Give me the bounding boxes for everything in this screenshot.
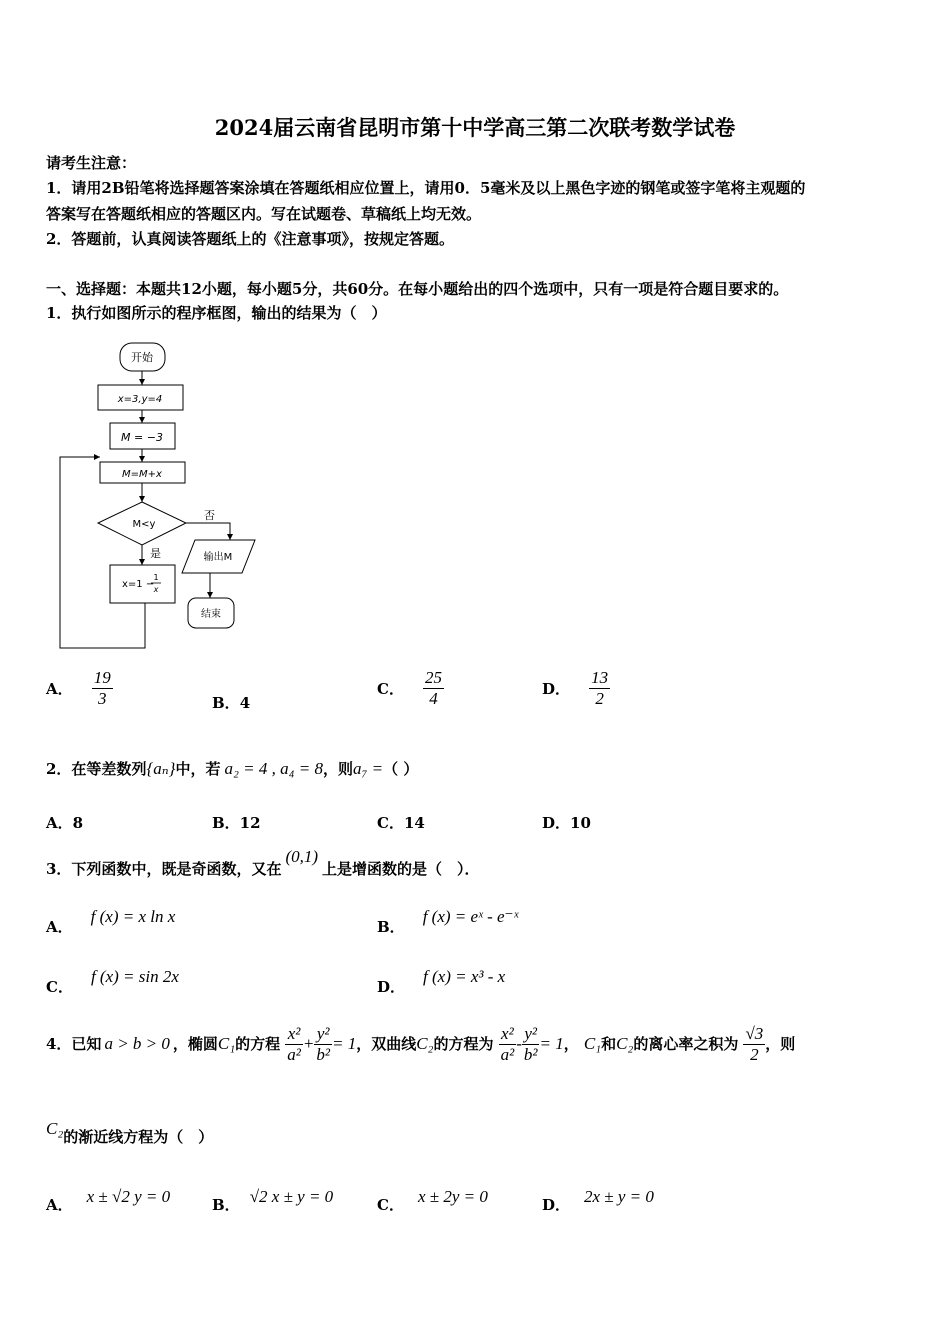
notice-line-3: 2．答题前，认真阅读答题纸上的《注意事项》，按规定答题。	[46, 230, 454, 248]
notice-line-2: 答案写在答题纸相应的答题区内。写在试题卷、草稿纸上均无效。	[46, 205, 482, 223]
question-4-stem-cont: C₂的渐近线方程为（ ）	[46, 1119, 214, 1146]
flow-m-init-label: M = −3	[121, 431, 163, 444]
flow-output-label: 输出M	[203, 552, 233, 563]
q2-option-c[interactable]: C．14	[377, 814, 425, 832]
q4-option-b[interactable]: B． √2 x ± y = 0	[212, 1187, 334, 1214]
flow-yes-label: 是	[150, 547, 161, 560]
q4-option-d[interactable]: D． 2x ± y = 0	[542, 1187, 654, 1214]
page-title: 2024届云南省昆明市第十中学高三第二次联考数学试卷	[214, 115, 736, 140]
q3-option-d[interactable]: D．f (x) = x³ - x	[377, 967, 506, 996]
section-1-heading: 一、选择题：本题共12小题，每小题5分，共60分。在每小题给出的四个选项中，只有一项是符合题目要求的。	[46, 280, 789, 298]
question-3-stem: 3．下列函数中，既是奇函数，又在(0,1)上是增函数的是（ ）．	[46, 847, 480, 878]
q1-option-a[interactable]: A． $\frac{19}{3}$	[46, 668, 111, 708]
q4-option-a[interactable]: A． x ± √2 y = 0	[46, 1187, 171, 1214]
q2-option-d[interactable]: D．10	[542, 814, 591, 832]
flow-start-label: 开始	[131, 351, 153, 364]
question-4-stem: 4．已知 a > b > 0 ，椭圆C₁的方程 $\frac{\text{x²}}{\text{a²}}$ + $\frac{\text{y²}}{\text{b²}}$ = 1，双曲线C₂的方程为 $\frac{\text{x²}}{\text{a²}}$ - $\frac{\text{y²}}{\text{b²}}$ = 1， C₁和C₂的离心率之积为 $\frac{√3}{2}$ ，则	[46, 1024, 796, 1064]
flow-x-update-den: x	[153, 585, 159, 594]
flow-no-label: 否	[204, 509, 215, 522]
question-1-stem: 1．执行如图所示的程序框图，输出的结果为（ ）	[46, 304, 387, 322]
q2-option-b[interactable]: B．12	[212, 814, 261, 832]
flow-x-update-label: x=1 −	[122, 579, 155, 590]
q1-option-d[interactable]: D． $\frac{13}{2}$	[542, 668, 609, 708]
q3-option-c[interactable]: C．f (x) = sin 2x	[46, 967, 179, 996]
flow-update-label: M=M+x	[122, 469, 162, 480]
q3-option-b[interactable]: B．f (x) = eˣ - e⁻ˣ	[377, 907, 519, 936]
q2-option-a[interactable]: A．8	[46, 814, 84, 832]
question-2-stem: 2．在等差数列{aₙ}中，若 a₂ = 4 , a₄ = 8，则a₇ =（ ）	[46, 759, 419, 778]
q3-option-a[interactable]: A．f (x) = x ln x	[46, 907, 176, 936]
flow-x-update-num: 1	[153, 573, 159, 582]
notice-heading: 请考生注意：	[46, 154, 137, 172]
q4-option-c[interactable]: C． x ± 2y = 0	[377, 1187, 488, 1214]
flowchart	[50, 335, 270, 660]
flow-end-label: 结束	[201, 609, 221, 620]
flow-init-label: x=3,y=4	[117, 394, 163, 405]
notice-line-1: 1．请用2B铅笔将选择题答案涂填在答题纸相应位置上，请用0．5毫米及以上黑色字迹的钢笔或签字笔将主观题的	[46, 179, 806, 197]
q1-option-b[interactable]: B．4	[212, 694, 251, 712]
flow-loop-back	[60, 457, 145, 648]
flow-condition-label: M<y	[132, 519, 156, 530]
q1-option-c[interactable]: C． $\frac{25}{4}$	[377, 668, 443, 708]
